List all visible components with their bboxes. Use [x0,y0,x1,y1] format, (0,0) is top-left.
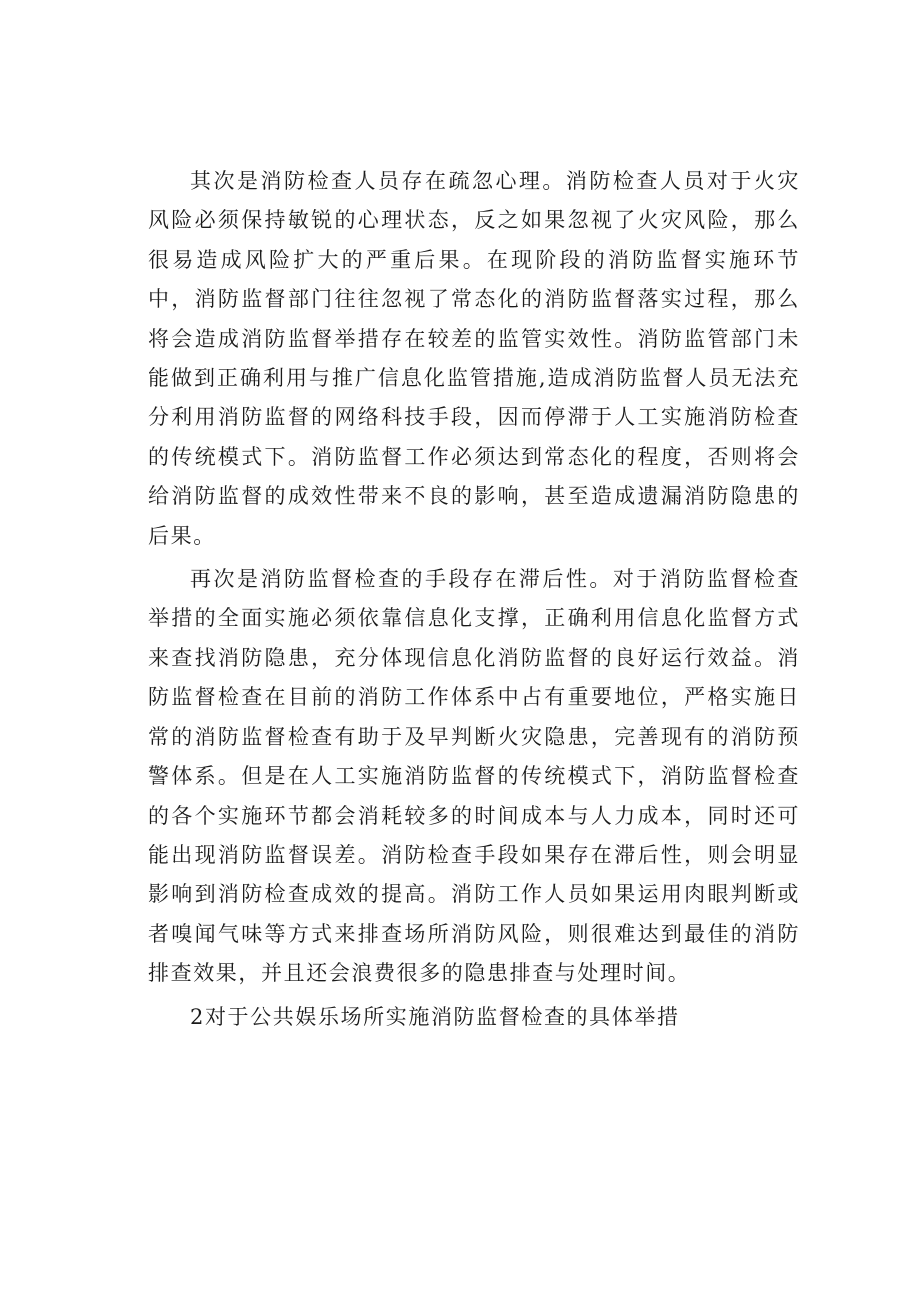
document-body [148,162,800,1037]
paragraph-negligence: 其次是消防检查人员存在疏忽心理。消防检查人员对于火灾风险必须保持敏锐的心理状态，反之如果忽视了火灾风险，那么很易造成风险扩大的严重后果。在现阶段的消防监督实施环节中，消防监督部门往往忽视了常态化的消防监督落实过程，那么将会造成消防监督举措存在较差的监管实效性。消防监管部门未能做到正确利用与推广信息化监管措施,造成消防监督人员无法充分利用消防监督的网络科技手段，因而停滞于人工实施消防检查的传统模式下。消防监督工作必须达到常态化的程度，否则将会给消防监督的成效性带来不良的影响，甚至造成遗漏消防隐患的后果。 [148,169,800,548]
section-heading: 2对于公共娱乐场所实施消防监督检查的具体举措 [190,1004,680,1029]
paragraph-lagging-methods: 再次是消防监督检查的手段存在滞后性。对于消防监督检查举措的全面实施必须依靠信息化支撑，正确利用信息化监督方式来查找消防隐患，充分体现信息化消防监督的良好运行效益。消防监督检查在目前的消防工作体系中占有重要地位，严格实施日常的消防监督检查有助于及早判断火灾隐患，完善现有的消防预警体系。但是在人工实施消防监督的传统模式下，消防监督检查的各个实施环节都会消耗较多的时间成本与人力成本，同时还可能出现消防监督误差。消防检查手段如果存在滞后性，则会明显影响到消防检查成效的提高。消防工作人员如果运用肉眼判断或者嗅闻气味等方式来排查场所消防风险，则很难达到最佳的消防排查效果，并且还会浪费很多的隐患排查与处理时间。 [148,567,800,986]
